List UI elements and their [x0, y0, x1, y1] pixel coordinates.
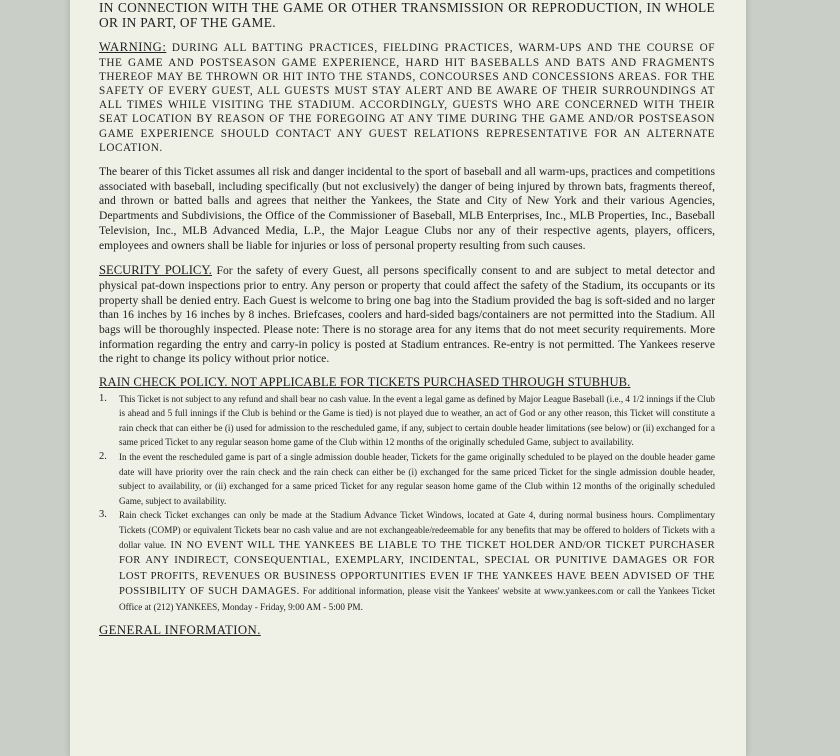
general-information-heading: GENERAL INFORMATION.	[99, 623, 261, 638]
liability-disclaimer: IN NO EVENT WILL THE YANKEES BE LIABLE TO THE TICKET HOLDER AND/OR TICKET PURCHASER FOR ANY INDIRECT, CONSEQUENTIAL, EXEMPLARY, INCIDENTAL, SPECIAL OR PUNITIVE DAMAGES OR FOR LOST PROFITS, REVENUES OR BUSINESS OPPORTUNITIES EVEN IF THE YANKEES HAVE BEEN ADVISED OF THE POSSIBILITY OF SUCH DAMAGES.	[119, 539, 715, 598]
terms-text	[99, 0, 715, 638]
risk-paragraph: The bearer of this Ticket assumes all risk and danger incidental to the sport of baseball and all warm-ups, practices and competitions associated with baseball, including specifically (but not exclusively) the danger of being injured by thrown bats, fragments thereof, and thrown or batted balls and agrees that neither the Yankees, the State and City of New York and their various Agencies, Departments and Subdivisions, the Office of the Commissioner of Baseball, MLB Enterprises, Inc., MLB Properties, Inc., Baseball Television, Inc., MLB Advanced Media, L.P., the Major League Clubs nor any of their respective agents, players, officers, employees and owners shall be liable for injuries or loss of personal property resulting from such causes.	[99, 165, 715, 252]
list-item	[99, 450, 715, 508]
rain-check-heading: RAIN CHECK POLICY. NOT APPLICABLE FOR TICKETS PURCHASED THROUGH STUBHUB.	[99, 375, 631, 390]
warning-paragraph	[99, 40, 715, 155]
contact-info: For additional information, please visit the Yankees' website at www.yankees.com or call the Yankees Ticket Office at (212) YANKEES, Monday - Friday, 9:00 AM - 5:00 PM.	[119, 586, 715, 612]
warning-heading: WARNING:	[99, 40, 167, 55]
warning-body: DURING ALL BATTING PRACTICES, FIELDING PRACTICES, WARM-UPS AND THE COURSE OF THE GAME AND POSTSEASON GAME EXPERIENCE, HARD HIT BASEBALLS AND BATS AND FRAGMENTS THEREOF MAY BE THROWN OR HIT INTO THE STANDS, CONCOURSES AND CONCESSIONS AREAS. FOR THE SAFETY OF EVERY GUEST, ALL GUESTS MUST STAY ALERT AND BE AWARE OF THEIR SURROUNDINGS AT ALL TIMES WHILE VISITING THE STADIUM. ACCORDINGLY, GUESTS WHO ARE CONCERNED WITH THEIR SEAT LOCATION BY REASON OF THE FOREGOING AT ANY TIME DURING THE GAME AND/OR POSTSEASON GAME EXPERIENCE SHOULD CONTACT ANY GUEST RELATIONS REPRESENTATIVE FOR AN ALTERNATE LOCATION.	[99, 42, 715, 154]
list-number: 2.	[99, 450, 107, 462]
security-heading: SECURITY POLICY.	[99, 263, 212, 278]
list-text: This Ticket is not subject to any refund and shall bear no cash value. In the event a legal game as defined by Major League Baseball (i.e., 4 1/2 innings if the Club is ahead and 5 full innings if the Club is behind or the Game is tied) is not played due to weather, an act of God or any other reason, this Ticket will constitute a rain check that can either be (i) used for admission to the rescheduled game, if any, subject to certain double header limitations (see below) or (ii) exchanged for a same priced Ticket to any regular season home game of the Club within 12 months of the originally scheduled Game, subject to availability.	[119, 393, 716, 448]
list-item	[99, 508, 715, 614]
security-body: For the safety of every Guest, all persons specifically consent to and are subject to metal detector and physical pat-down inspections prior to entry. Any person or property that could affect the safety of the Stadium, its occupants or its property shall be denied entry. Each Guest is welcome to bring one bag into the Stadium provided the bag is soft-sided and no larger than 16 inches by 16 inches by 8 inches. Briefcases, coolers and hard-sided bags/containers are not permitted into the Stadium. All bags will be thoroughly inspected. Please note: There is no storage area for any items that do not meet security requirements. More information regarding the entry and carry-in policy is posted at Stadium entrances. Re-entry is not permitted. The Yankees reserve the right to change its policy without prior notice.	[99, 264, 715, 366]
rain-check-list	[99, 392, 715, 615]
list-number: 3.	[99, 509, 107, 521]
list-number: 1.	[99, 392, 107, 404]
list-text: Rain check Ticket exchanges can only be made at the Stadium Advance Ticket Windows, located at Gate 4, during normal business hours. Complimentary Tickets (COMP) or equivalent Tickets bear no cash value and are not exchangeable/redeemable for any benefits that may be offered to holders of Tickets with a dollar value.	[119, 510, 715, 550]
list-text: In the event the rescheduled game is part of a single admission double header, Tickets for the game originally scheduled to be played on the double header game date will have priority over the rain check and the rain check can either be (i) exchanged for the same priced Ticket for the single admission double header, subject to availability, or (ii) exchanged for a same priced Ticket for any regular season home game of the Club within 12 months of the originally scheduled Game, subject to availability.	[119, 451, 715, 506]
security-paragraph	[99, 263, 715, 367]
list-item	[99, 392, 715, 450]
intro-paragraph: IN CONNECTION WITH THE GAME OR OTHER TRANSMISSION OR REPRODUCTION, IN WHOLE OR IN PART, OF THE GAME.	[99, 0, 715, 30]
ticket-back	[70, 0, 746, 756]
